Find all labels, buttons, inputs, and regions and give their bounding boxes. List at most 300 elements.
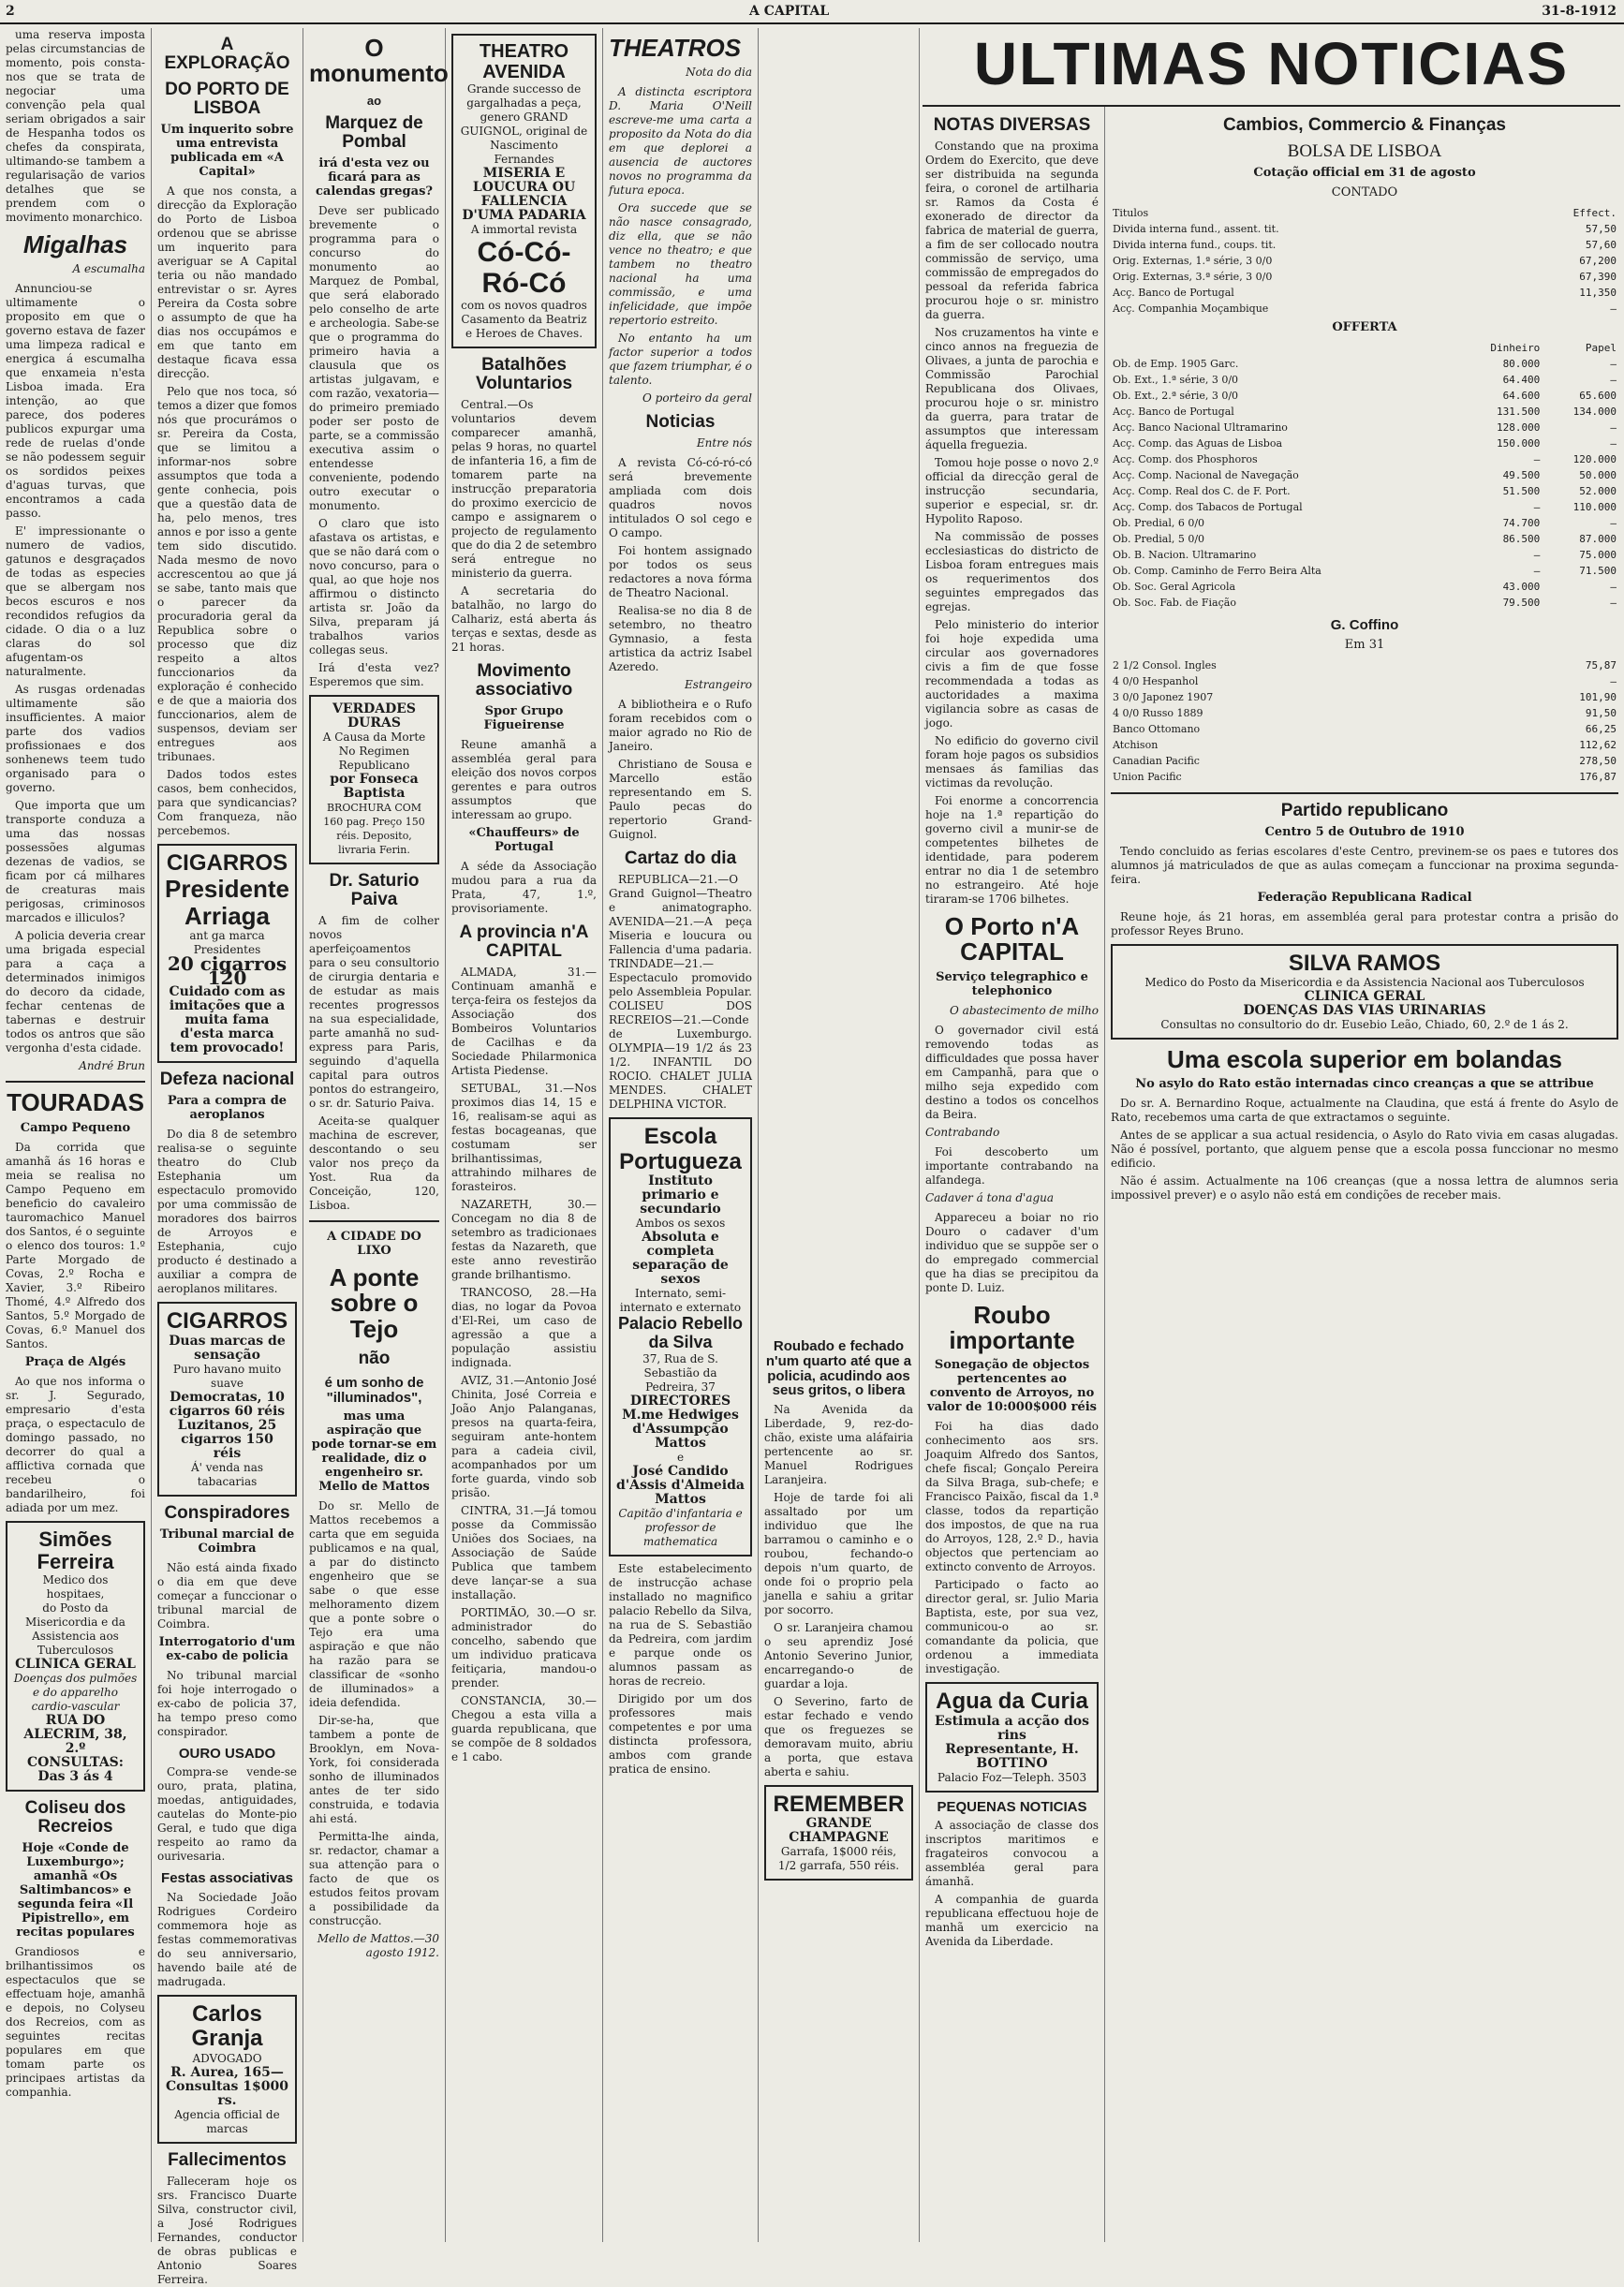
table-row	[1111, 499, 1618, 515]
article-text: Tomou hoje posse o novo 2.º official da direcção geral de instrucção secundaria, superior e especial, sr. dr. Hypolito Raposo.	[925, 455, 1099, 525]
article-text: NAZARETH, 30.—Concegam no dia 8 de setembro as tradicionaes festas da Nazareth, que este anno revestirão grande brilhantismo.	[451, 1197, 597, 1281]
article-text: Na Sociedade João Rodrigues Cordeiro commemora hoje as festas commemorativas do seu anniversario, havendo baile até de madrugada.	[157, 1891, 297, 1989]
ad-line: ADVOGADO	[192, 2051, 262, 2065]
section-heading-theatros: THEATROS	[609, 34, 742, 62]
table-row	[1111, 483, 1618, 499]
column-header: Dinheiro	[1490, 341, 1541, 354]
table-cell-value: 74.700	[1502, 516, 1541, 529]
section-heading-coffino: G. Coffino	[1330, 616, 1399, 633]
ad-line: Cuidado com as imitações que a muita fama d'esta marca tem provocado!	[169, 984, 286, 1056]
section-heading-defeza: Defeza nacional	[159, 1070, 295, 1090]
section-heading-ouro: OURO USADO	[178, 1745, 276, 1762]
table-row	[1111, 579, 1618, 595]
ad-line: BROCHURA COM 160 pag. Preço 150 réis. Deposito, livraria Ferin.	[323, 802, 425, 857]
section-heading-partido: Partido republicano	[1280, 800, 1449, 820]
ad-line: Representante, H. BOTTINO	[945, 1741, 1079, 1771]
ad-line: Puro havano muito suave	[172, 1362, 282, 1390]
article-text: Grandiosos e brilhantissimos os espectaculos que se effectuam hoje, amanhã e depois, no Colyseu dos Recreios, com as seguintes recitas populares em que tomam parte os principaes artistas da companhia.	[6, 1944, 145, 2099]
article-text: SETUBAL, 31.—Nos proximos dias 14, 15 e 16, realisam-se aqui as festas bocageanas, que costumam ser brilhantissimas, attrahindo milhares de forasteiros.	[451, 1081, 597, 1193]
advertisement-theatro-avenida	[451, 34, 597, 348]
article-text: CINTRA, 31.—Já tomou posse da Commissão Uniões dos Sociaes, na Associação de Saúde Publica que tambem deve lançar-se a sua installação.	[451, 1503, 597, 1601]
section-heading-provincia: A provincia n'A CAPITAL	[459, 922, 589, 961]
ad-line: José Candido d'Assis d'Almeida Mattos	[616, 1463, 745, 1507]
table-cell-title: Divida interna fund., coups. tit.	[1113, 238, 1277, 251]
advertisement-cigarros-presidente-arriaga	[157, 844, 297, 1064]
table-cell-title: 4 0/0 Hespanhol	[1113, 674, 1199, 687]
table-cell-value: —	[1610, 596, 1617, 609]
table-cell-value: 87.000	[1579, 532, 1617, 545]
article-subheading: Contrabando	[925, 1125, 1000, 1139]
article-text: Dir-se-ha, que tambem a ponte de Brooklyn, em Nova-York, foi considerada sonho de illuminados antes de ter sido construida, e todavia ahi está.	[309, 1714, 439, 1826]
section-heading-migalhas: Migalhas	[22, 230, 128, 258]
ad-line: Internato, semi-internato e externato	[619, 1286, 742, 1314]
article-subheading: Cadaver á tona d'agua	[925, 1190, 1055, 1204]
table-cell-title: Acç. Banco Nacional Ultramarino	[1113, 421, 1288, 434]
table-row	[1111, 404, 1618, 420]
divider	[6, 1081, 145, 1083]
table-row	[1111, 451, 1618, 467]
article-text: No edificio do governo civil foram hoje pagos os subsidios mensaes ás familias das victimas da revolução.	[925, 733, 1099, 789]
article-subheading: Praça de Algés	[24, 1354, 126, 1369]
article-subheading: A escumalha	[72, 262, 145, 276]
table-cell-value: 65.600	[1579, 389, 1617, 402]
column-1	[0, 28, 152, 2242]
advertisement-silva-ramos	[1111, 944, 1618, 1040]
section-heading-conspiradores: Conspiradores	[164, 1502, 290, 1523]
ad-line: Agencia official de marcas	[174, 2107, 280, 2135]
ad-title: Simões Ferreira	[37, 1527, 114, 1573]
headline: não	[358, 1348, 391, 1368]
article-text: Na commissão de posses ecclesiasticas do districto de Lisboa foram entregues mais os requerimentos dos seguintes empregados das egrejas.	[925, 529, 1099, 613]
ad-title: CIGARROS	[166, 849, 288, 876]
table-row	[1111, 420, 1618, 435]
article-text: Pelo ministerio do interior foi hoje expedida uma circular aos governadores civis a fim de que fosse recommendada a todas as auctoridades a maxima vigilancia sobre as casas de jogo.	[925, 617, 1099, 730]
article-text: Reune amanhã a assembléa geral para eleição dos novos corpos gerentes e para outros assumptos que interessam ao grupo.	[451, 737, 597, 821]
table-cell-title: Ob. Ext., 1.ª série, 3 0/0	[1113, 373, 1239, 386]
article-text: uma reserva imposta pelas circumstancias de momento, pois consta-nos que se trata de negociar uma convenção pela qual seriam obrigados a sair de Hespanha todos os chefes da conspirata, ultimando-se tambem a regularisação de varios detalhes que se prendem com o movimento monarchico.	[6, 28, 145, 224]
article-text: Ora succede que se não nasce consagrado, diz ella, que se não vence no theatro; e que tambem no theatro nacional ha uma commissão, e uma infelicidade, que impõe repertorio estreito.	[609, 201, 752, 328]
table-cell-value: 176,87	[1579, 770, 1617, 783]
column-5	[603, 28, 759, 2242]
table-cell-value: 120.000	[1572, 452, 1617, 465]
article-text: Constando que na proxima Ordem do Exercito, que deve ser distribuida na segunda feira, o coronel de artilharia sr. Ramos da Costa é exonerado de director da fabrica de material de guerra, a fim de ser collocado noutra commissão de serviço, uma commissão de empregados do pessoal da referida fabrica procurou hoje o sr. ministro da guerra.	[925, 139, 1099, 321]
ad-line: por Fonseca Baptista	[330, 772, 419, 802]
section-heading-cartaz: Cartaz do dia	[624, 848, 737, 869]
table-row	[1111, 221, 1618, 237]
article-text: Realisa-se no dia 8 de setembro, no theatro Gymnasio, a festa artistica da actriz Isabel Azeredo.	[609, 604, 752, 674]
table-cell-value: 51.500	[1502, 484, 1541, 497]
ad-line: MISERIA E LOUCURA OU FALLENCIA D'UMA PADARIA	[462, 166, 586, 223]
article-subheading: Spor Grupo Figueirense	[483, 703, 565, 732]
page-masthead	[0, 0, 1624, 24]
article-subheading: «Chauffeurs» de Portugal	[468, 825, 580, 854]
table-cell-value: —	[1610, 674, 1617, 687]
article-subheading: Tribunal marcial de Coimbra	[159, 1527, 295, 1556]
ad-title: CIGARROS	[166, 1308, 288, 1335]
article-subheading: Sonegação de objectos pertencentes ao convento de Arroyos, no valor de 10:000$000 réis	[927, 1358, 1097, 1415]
ad-line: Capitão d'infantaria e professor de mathematica	[618, 1506, 743, 1548]
table-cell-title: Divida interna fund., assent. tit.	[1113, 222, 1279, 235]
article-text: Hoje de tarde foi ali assaltado por um individuo que lhe barramou o caminho e o roubou, fechando-o depois n'um quarto, de onde foi o proprio pela janella e sahiu a gritar por socorro.	[764, 1491, 913, 1616]
section-heading-noticias: Noticias	[645, 412, 716, 433]
article-text: Ao que nos informa o sr. J. Segurado, empresario d'esta praça, o espectaculo de domingo passado, no decorrer do qual a afflictiva cornada que recebeu o bandarilheiro, foi adiada por um mez.	[6, 1374, 145, 1514]
article-subheading: O abastecimento de milho	[950, 1003, 1099, 1017]
table-row	[1111, 673, 1618, 689]
article-text: Reune hoje, ás 21 horas, em assembléa geral para protestar contra a prisão do professor Reyes Bruno.	[1111, 909, 1618, 937]
ad-title: THEATRO AVENIDA	[479, 41, 569, 82]
ad-line: M.me Hedwiges d'Assumpção Mattos	[622, 1407, 739, 1451]
table-cell-value: 57,50	[1585, 222, 1617, 235]
table-cell-value: 101,90	[1579, 690, 1617, 703]
table-cell-value: 80.000	[1502, 357, 1541, 370]
article-text: No entanto ha um factor superior a todos que fazem triumphar, é o talento.	[609, 332, 752, 388]
article-author: O porteiro da geral	[642, 391, 752, 406]
article-text: Tendo concluido as ferias escolares d'este Centro, previnem-se os paes e tutores dos alumnos já matriculados de que as aulas começam a funccionar na proxima segunda-feira.	[1111, 844, 1618, 886]
article-text: E' impressionante o numero de vadios, gatunos e desgraçados de todas as especies que se albergam nos becos escuros e nos recondidos refugios da cidade. O dia o a luz claras do sol afugentam-os naturalmente.	[6, 524, 145, 679]
table-cell-value: —	[1610, 302, 1617, 315]
article-text: Pelo que nos toca, só temos a dizer que fomos nós que procurámos o sr. Pereira da Costa, que se limitou a informar-nos sobre assumptos que toda a gente conhecia, pois que a questão data de ha, pelo menos, tres annos e por isso a gente tem sido discutido. Nada mesmo de novo accrescentou ao que já se sabe, tanto mais que o parecer da procuradoria geral da Republica sobre o processo que diz respeito a altos funccionarios da exploração é conhecido e de que a maioria dos funccionarios, alem de suspensos, deviam ser entregues aos tribunaes.	[157, 384, 297, 763]
table-row	[1111, 253, 1618, 269]
ad-line: do Posto da Misericordia e da Assistencia aos Tuberculosos	[25, 1601, 125, 1657]
headline: Roubado e fechado n'um quarto até que a policia, acudindo aos seus gritos, o libera	[765, 1338, 912, 1399]
table-cell-title: Atchison	[1113, 738, 1159, 751]
ad-title: VERDADES DURAS	[332, 701, 417, 731]
table-row	[1111, 435, 1618, 451]
article-text: AVIZ, 31.—Antonio José Chinita, José Correia e João Anjo Palanganas, presos na quarta-feira, seguiram ante-hontem para a cadeia civil, acompanhados por um forte guarda, vindo sob prisão.	[451, 1373, 597, 1499]
ad-line: Palacio Rebello da Silva	[617, 1313, 744, 1351]
section-heading-bolsa: BOLSA DE LISBOA	[1287, 140, 1442, 161]
ad-title: Có-Có-Ró-Có	[477, 237, 571, 299]
quotes-table-offerta	[1111, 340, 1618, 611]
table-cell-value: 64.400	[1502, 373, 1541, 386]
column-7	[920, 28, 1105, 2242]
table-row	[1111, 769, 1618, 785]
column-2	[152, 28, 303, 2286]
table-cell-value: —	[1610, 516, 1617, 529]
article-text: Permitta-lhe ainda, sr. redactor, chamar a sua attenção para o facto de que os estudos feitos provam a possibilidade da construcção.	[309, 1830, 439, 1928]
section-kicker: A CIDADE DO LIXO	[327, 1229, 421, 1258]
table-cell-value: 50.000	[1579, 468, 1617, 481]
article-text: REPUBLICA—21.—O Grand Guignol—Theatro e animatographo. AVENIDA—21.—A peça Miseria e loucura ou Fallencia d'uma padaria. TRINDADE—21.—Espectaculo promovido pelo Assembleia Popular. COLISEU DOS RECREIOS—21.—Conde de Luxemburgo. OLYMPIA—19 1/2 ás 23 1/2. INFANTIL DO ROCIO. CHALET JULIA MENDES. CHALET DELPHINA VICTOR.	[609, 873, 752, 1112]
table-cell-title: Acç. Banco de Portugal	[1113, 405, 1234, 418]
table-cell-value: 67,200	[1579, 254, 1617, 267]
table-cell-value: —	[1610, 580, 1617, 593]
table-cell-title: Acç. Companhia Moçambique	[1113, 302, 1269, 315]
table-cell-title: Ob. Predial, 6 0/0	[1113, 516, 1205, 529]
table-cell-value: 66,25	[1585, 722, 1617, 735]
article-text: A fim de colher novos aperfeiçoamentos para o seu consultorio de cirurgia dentaria e de estudar as mais recentes progressos na sua especialidade, parte amanhã no sud-express para Paris, seguindo d'aquella capital para outros pontos do estrangeiro, o sr. dr. Saturio Paiva.	[309, 913, 439, 1110]
advertisement-carlos-granja	[157, 1995, 297, 2144]
table-cell-title: Acç. Comp. Real dos C. de F. Port.	[1113, 484, 1291, 497]
advertisement-cigarros	[157, 1302, 297, 1496]
ad-line: Duas marcas de sensação	[169, 1333, 286, 1363]
article-text: Este estabelecimento de instrucção achase installado no magnifico palacio Rebello da Silva, na rua de S. Sebastião da Pedreira, com jardim e parque onde os alumnos passam as horas de recreio.	[609, 1561, 752, 1688]
article-text: Da corrida que amanhã ás 16 horas e meia se realisa no Campo Pequeno em beneficio do cavaleiro tauromachico Manuel dos Santos, é o seguinte o elenco dos touros: 1.º Parte Morgado de Covas, 2.º Rocha e Xavier, 3.º Ribeiro Thomé, 4.º Alfredo dos Santos, 5.º Morgado de Covas, 6.º Manuel dos Santos.	[6, 1140, 145, 1350]
table-cell-value: 64.600	[1502, 389, 1541, 402]
article-text: Não é assim. Actualmente na 106 creanças (que a nossa lettra de alumnos seria impossivel prever) e o asylo não está em condições de receber mais.	[1111, 1174, 1618, 1203]
article-subheading: No asylo do Rato estão internadas cinco creanças a que se attribue	[1135, 1077, 1594, 1092]
ad-line: Consultas no consultorio do dr. Eusebio Leão, Chiado, 60, 2.º de 1 ás 2.	[1160, 1017, 1569, 1031]
table-cell-value: 71.500	[1579, 564, 1617, 577]
article-text: Na Avenida da Liberdade, 9, rez-do-chão, existe uma aláfairia pertencente ao sr. Manuel Rodrigues Laranjeira.	[764, 1403, 913, 1486]
article-text: A companhia de guarda republicana effectuou hoje de manhã um exercicio na Avenida da Liberdade.	[925, 1893, 1099, 1949]
section-heading-notas: NOTAS DIVERSAS	[933, 115, 1091, 135]
headline: Marquez de Pombal	[325, 113, 423, 153]
article-text: Foi hontem assignado por todos os seus redactores a nova fórma de Theatro Nacional.	[609, 544, 752, 600]
table-cell-value: —	[1610, 421, 1617, 434]
table-row	[1111, 356, 1618, 372]
article-text: A bibliotheira e o Rufo foram recebidos com o maior agrado no Rio de Janeiro.	[609, 698, 752, 754]
table-row	[1111, 372, 1618, 388]
table-cell-title: Acç. Banco de Portugal	[1113, 286, 1234, 299]
table-row	[1111, 563, 1618, 579]
table-cell-value: 11,350	[1579, 286, 1617, 299]
ad-line: 37, Rua de S. Sebastião da Pedreira, 37	[642, 1351, 718, 1394]
section-heading-escola-superior: Uma escola superior em bolandas	[1167, 1044, 1562, 1073]
table-row	[1111, 753, 1618, 769]
article-text: Do sr. A. Bernardino Roque, actualmente na Claudina, que está á frente do Asylo de Rato, recebemos uma carta de que extractamos o seguinte.	[1111, 1097, 1618, 1125]
table-cell-value: 110.000	[1572, 500, 1617, 513]
table-cell-title: 2 1/2 Consol. Ingles	[1113, 658, 1217, 671]
table-cell-title: 3 0/0 Japonez 1907	[1113, 690, 1214, 703]
article-text: Foi enorme a concorrencia hoje na 1.ª repartição do governo civil a munir-se de competentes bilhetes de identidade, para poderem entrar no dia 1 de setembro no estrangeiro. Até hoje tiraram-se 1706 bilhetes.	[925, 793, 1099, 906]
ad-line: CLINICA GERAL	[15, 1656, 136, 1672]
table-cell-value: 79.500	[1502, 596, 1541, 609]
table-cell-title: Ob. B. Nacion. Ultramarino	[1113, 548, 1257, 561]
article-subheading: Para a compra de aeroplanos	[167, 1094, 288, 1123]
article-text: Christiano de Sousa e Marcello estão representando em S. Paulo pecas do repertorio Grand-Guignol.	[609, 758, 752, 842]
article-text: O governador civil está removendo todas as difficuldades que possa haver em Campanhã, para que o milho seja expedido com destino a todos os concelhos da Beira.	[925, 1023, 1099, 1121]
column-8	[1105, 28, 1624, 2242]
article-text: No tribunal marcial foi hoje interrogado o ex-cabo de policia 37, ha tempo preso como conspirador.	[157, 1668, 297, 1738]
article-author: Mello de Mattos.—30 agosto 1912.	[317, 1932, 439, 1960]
table-cell-title: Ob. Comp. Caminho de Ferro Beira Alta	[1113, 564, 1321, 577]
ad-line: e	[676, 1450, 685, 1464]
article-text: Appareceu a boiar no rio Douro o cadaver d'um individuo que se suppõe ser o do empregado commercial que ha dias se precipitou da ponte D. Luiz.	[925, 1210, 1099, 1294]
article-text: PORTIMÃO, 30.—O sr. administrador do concelho, sabendo que um individuo praticava feitiçaria, mandou-o prender.	[451, 1605, 597, 1689]
table-cell-value: —	[1533, 452, 1541, 465]
headline: ao	[366, 93, 382, 108]
table-row	[1111, 721, 1618, 737]
section-heading-batalhoes: Batalhões Voluntarios	[475, 355, 573, 393]
ad-line: R. Aurea, 165—Consultas 1$000 rs.	[165, 2064, 289, 2108]
headline: é um sonho de "illuminados",	[324, 1374, 424, 1406]
table-cell-title: Ob. Soc. Geral Agricola	[1113, 580, 1236, 593]
table-row	[1111, 285, 1618, 301]
article-subheading: Interrogatorio d'um ex-cabo de policia	[158, 1634, 296, 1663]
table-row	[1111, 657, 1618, 673]
divider	[1111, 792, 1618, 794]
section-heading-roubo: Roubo importante	[949, 1300, 1075, 1354]
table-cell-value: 91,50	[1585, 706, 1617, 719]
headline: O monumento	[309, 34, 449, 88]
table-cell-value: 128.000	[1496, 421, 1541, 434]
table-cell-value: —	[1533, 564, 1541, 577]
table-row	[1111, 595, 1618, 611]
ad-line: RUA DO ALECRIM, 38, 2.º	[23, 1712, 127, 1756]
section-heading-movimento: Movimento associativo	[475, 660, 573, 700]
article-text: Foi descoberto um importante contrabando na alfandega.	[925, 1144, 1099, 1187]
article-subheading: Um inquerito sobre uma entrevista publicada em «A Capital»	[160, 122, 294, 179]
article-text: Central.—Os voluntarios devem comparecer amanhã, pelas 9 horas, no quartel de infanteria 16, a fim de tomarem parte na instrucção preparatoria do proximo exercicio de campo e assignarem o projecto de regulamento que do dia 2 de setembro será entregue no ministerio da guerra.	[451, 397, 597, 580]
table-cell-title: Ob. Ext., 2.ª série, 3 0/0	[1113, 389, 1239, 402]
table-cell-value: 150.000	[1496, 436, 1541, 450]
section-heading-fallecimentos: Fallecimentos	[168, 2149, 287, 2170]
table-cell-value: —	[1610, 436, 1617, 450]
section-heading-festas: Festas associativas	[161, 1870, 293, 1887]
table-row	[1111, 269, 1618, 285]
article-text: O Severino, farto de estar fechado e vendo que os freguezes se demoravam muito, abriu a porta, que estava aberta e sahiu.	[764, 1695, 913, 1778]
ad-line: ant ga marca Presidentes	[189, 929, 265, 957]
ad-line: Medico do Posto da Misericordia e da Assistencia Nacional aos Tuberculosos	[1144, 975, 1585, 989]
page-number: 2	[6, 4, 15, 19]
advertisement-escola-portugueza	[609, 1117, 752, 1556]
table-row	[1111, 547, 1618, 563]
article-author: André Brun	[79, 1059, 145, 1073]
ad-line: Doenças dos pulmões e do apparelho cardio-vascular	[13, 1671, 138, 1713]
article-subheading: OFFERTA	[1332, 319, 1397, 334]
ad-line: No Regimen Republicano	[338, 745, 410, 773]
table-row	[1111, 531, 1618, 547]
table-row	[1111, 689, 1618, 705]
ad-title: Presidente Arriaga	[165, 875, 289, 930]
article-text: Do dia 8 de setembro realisa-se o seguinte theatro do Club Estephania um espectaculo promovido por uma commissão de moradores dos bairros de Arroyos e Estephania, cujo producto é destinado a auxiliar a compra de aeroplanos militares.	[157, 1128, 297, 1296]
ad-title: Agua da Curia	[936, 1689, 1088, 1715]
ad-line: GRANDE CHAMPAGNE	[789, 1816, 889, 1846]
section-heading-porto: O Porto n'A CAPITAL	[944, 911, 1080, 966]
article-subheading: Entre nós	[696, 436, 752, 450]
column-header: Titulos	[1113, 206, 1149, 219]
table-row	[1111, 388, 1618, 404]
article-subheading: Federação Republicana Radical	[1257, 890, 1472, 905]
article-text: A revista Có-có-ró-có será brevemente ampliada com dois quadros novos intitulados O sol cego e O campo.	[609, 456, 752, 540]
article-text: Dados todos estes casos, bem conhecidos, para que syndicancias? Com franqueza, não percebemos.	[157, 767, 297, 837]
section-heading-cambios: Cambios, Commercio & Finanças	[1223, 115, 1506, 135]
advertisement-remember	[764, 1785, 913, 1881]
article-subheading: Nota do dia	[686, 66, 752, 80]
article-text: A secretaria do batalhão, no largo do Calhariz, está aberta ás terças e sextas, desde as 21 horas.	[451, 583, 597, 654]
article-text: Dirigido por um dos professores mais competentes e por uma distincta professora, ambos com grande pratica de ensino.	[609, 1691, 752, 1776]
article-text: A séde da Associação mudou para a rua da Prata, 47, 1.º, provisoriamente.	[451, 859, 597, 915]
table-row	[1111, 301, 1618, 317]
headline: DO PORTO DE LISBOA	[165, 79, 289, 118]
advertisement-simoes-ferreira	[6, 1521, 145, 1792]
section-heading-pequenas: PEQUENAS NOTICIAS	[937, 1798, 1087, 1815]
ad-line: Medico dos hospitaes,	[42, 1572, 109, 1601]
article-text: Compra-se vende-se ouro, prata, platina, moedas, antiguidades, cautelas do Monte-pio Geral, e tudo que diga respeito ao ramo da ourivesaria.	[157, 1765, 297, 1864]
article-text: Irá d'esta vez? Esperemos que sim.	[309, 661, 439, 689]
headline: A EXPLORAÇÃO	[164, 35, 290, 73]
ad-title: SILVA RAMOS	[1288, 950, 1441, 976]
ad-line: Garrafa, 1$000 réis, 1/2 garrafa, 550 réis.	[777, 1845, 900, 1873]
ad-title: REMEMBER	[773, 1792, 905, 1817]
ad-line: 20 cigarros 120	[167, 952, 288, 990]
table-row	[1111, 237, 1618, 253]
ad-line: Democratas, 10 cigarros 60 réis	[169, 1389, 286, 1419]
issue-date: 31-8-1912	[1542, 4, 1617, 19]
ad-line: A immortal revista	[470, 223, 578, 236]
article-text: Falleceram hoje os srs. Francisco Duarte Silva, constructor civil, a José Rodrigues Fernandes, conductor de obras publicas e Antonio Soares Ferreira.	[157, 2174, 297, 2286]
article-subheading: Serviço telegraphico e telephonico	[936, 969, 1088, 998]
article-text: A policia deveria crear uma brigada especial para a caça a determinados inimigos do decoro da cidade, fechar centenas de tabernas e destruir todos os antros que são vergonha d'esta cidade.	[6, 929, 145, 1055]
article-subheading: Em 31	[1344, 637, 1385, 652]
ad-line: DOENÇAS DAS VIAS URINARIAS	[1243, 1002, 1486, 1018]
table-cell-title: Union Pacific	[1113, 770, 1182, 783]
article-text: A associação de classe dos inscriptos maritimos e fragateiros convocou a assembléa geral para ámanhã.	[925, 1819, 1099, 1889]
table-cell-value: 134.000	[1572, 405, 1617, 418]
article-text: Annunciou-se ultimamente o proposito em que o governo estava de fazer uma limpeza radical e energica á escumalha que enxameia n'esta Lisboa imada. Era intenção, ao que parece, dos poderes publicos expurgar uma rede de ruelas d'onde se não podessem seguir os sordidos peixes d'aguas turvas, que encontramos a cada passo.	[6, 282, 145, 521]
quotes-table-coffino	[1111, 657, 1618, 785]
ad-line: Ambos os sexos	[635, 1216, 726, 1230]
column-6	[759, 28, 920, 2242]
section-heading-saturio: Dr. Saturio Paiva	[329, 871, 420, 910]
table-cell-title: Acç. Comp. Nacional de Navegação	[1113, 468, 1299, 481]
table-cell-value: —	[1533, 548, 1541, 561]
table-cell-value: 75.000	[1579, 548, 1617, 561]
article-subheading: Centro 5 de Outubro de 1910	[1264, 824, 1465, 839]
article-text: Aceita-se qualquer machina de escrever, descontando o seu valor nos preço da Yost. Rua da Conceição, 120, Lisboa.	[309, 1114, 439, 1212]
ad-line: Á' venda nas tabacarias	[190, 1460, 264, 1488]
ad-line: A Causa da Morte	[322, 730, 426, 745]
section-heading-touradas: TOURADAS	[7, 1088, 144, 1117]
article-text: Participado o facto ao director geral, sr. Julio Maria Baptista, este, por sua vez, communicou-o ao sr. comandante da policia, que ordenou a immediata investigação.	[925, 1578, 1099, 1676]
article-subheading: Campo Pequeno	[20, 1120, 131, 1135]
ad-line: com os novos quadros Casamento da Beatriz e Heroes de Chaves.	[461, 299, 587, 340]
ad-line: DIRECTORES	[629, 1393, 731, 1409]
table-cell-value: 52.000	[1579, 484, 1617, 497]
column-4	[446, 28, 603, 2242]
column-header: Effect.	[1572, 206, 1617, 219]
article-subheading: Hoje «Conde de Luxemburgo»; amanhã «Os Saltimbancos» e segunda feira «Il Pipistrello», em recitas populares	[16, 1840, 135, 1940]
headline: A ponte sobre o Tejo	[329, 1262, 420, 1343]
table-cell-title: Orig. Externas, 3.ª série, 3 0/0	[1113, 270, 1273, 283]
table-cell-title: Canadian Pacific	[1113, 754, 1200, 767]
table-row	[1111, 705, 1618, 721]
table-cell-title: Orig. Externas, 1.ª série, 3 0/0	[1113, 254, 1273, 267]
advertisement-verdades-duras	[309, 695, 439, 864]
ad-line: Palacio Foz—Teleph. 3503	[937, 1770, 1087, 1784]
table-cell-title: 4 0/0 Russo 1889	[1113, 706, 1203, 719]
table-cell-title: Ob. de Emp. 1905 Garc.	[1113, 357, 1239, 370]
ad-line: Absoluta e completa separação de sexos	[632, 1229, 729, 1287]
article-subheading: Estrangeiro	[685, 678, 752, 692]
advertisement-agua-da-curia	[925, 1682, 1099, 1792]
table-cell-value: —	[1610, 357, 1617, 370]
ad-line: CLINICA GERAL	[1304, 988, 1425, 1004]
article-text: ALMADA, 31.—Continuam amanhã e terça-feira os festejos da Associação dos Bombeiros Voluntarios de Cacilhas e da Sociedade Philarmonica Artista Piedense.	[451, 965, 597, 1077]
table-cell-value: 75,87	[1585, 658, 1617, 671]
article-subheading: mas uma aspiração que pode tornar-se em realidade, diz o engenheiro sr. Mello de Mattos	[311, 1409, 437, 1495]
article-text: Não está ainda fixado o dia em que deve começar a funccionar o tribunal marcial de Coimbra.	[157, 1560, 297, 1630]
article-subheading: irá d'esta vez ou ficará para as calendas gregas?	[315, 156, 434, 199]
section-heading-coliseu: Coliseu dos Recreios	[24, 1797, 126, 1837]
table-cell-title: Banco Ottomano	[1113, 722, 1201, 735]
table-cell-value: 67,390	[1579, 270, 1617, 283]
table-cell-title: Ob. Soc. Fab. de Fiação	[1113, 596, 1236, 609]
article-text: Foi ha dias dado conhecimento aos srs. Joaquim Alfredo dos Santos, chefe fiscal; Gonçalo Pereira da Silva Braga, sub-chefe; e Francisco Paixão, fiscal da 1.ª classe, todos da repartição dos impostos, de que na rua do Arroyos, 128, 2.º D., havia objectos que pertenciam ao extincto convento de Arroyos.	[925, 1420, 1099, 1574]
article-subheading: Cotação official em 31 de agosto	[1253, 165, 1476, 180]
article-text: CONSTANCIA, 30.—Chegou a esta villa a guarda republicana, que se compõe de 8 soldados e 1 cabo.	[451, 1693, 597, 1763]
article-text: A que nos consta, a direcção da Exploração do Porto de Lisboa ordenou que se abrisse um inquerito para averiguar se A Capital teria ou não mandado entrevistar o sr. Ayres Pereira da Costa sobre o assumpto de que ha dias nos occupámos e em que tanto em destaque ficava essa direcção.	[157, 184, 297, 380]
article-text: O claro que isto afastava os artistas, e que se não dará com o novo concurso, para o qual, ao que hoje nos affirmou o distincto artista sr. João da Silva, preparam já trabalhos varios collegas seus.	[309, 517, 439, 657]
quotes-table-contado	[1111, 205, 1618, 317]
article-text: TRANCOSO, 28.—Ha dias, no logar da Povoa d'El-Rei, um caso de agressão a que a população assistiu indignada.	[451, 1285, 597, 1369]
article-text: As rusgas ordenadas ultimamente são insufficientes. A maior parte dos vadios profissionaes e dos sonhenews teem tudo organisado para o governo.	[6, 683, 145, 795]
newspaper-title: A CAPITAL	[749, 4, 830, 19]
table-cell-value: 86.500	[1502, 532, 1541, 545]
table-cell-value: —	[1533, 500, 1541, 513]
table-cell-value: 49.500	[1502, 468, 1541, 481]
